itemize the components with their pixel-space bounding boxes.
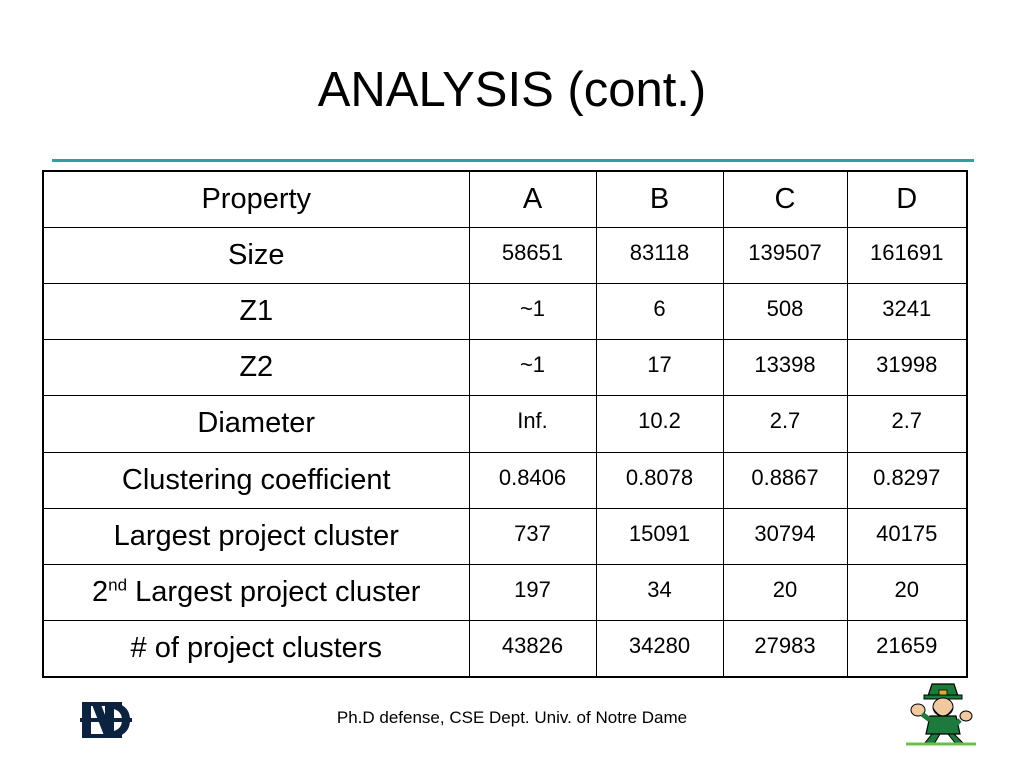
cell-value: 6: [596, 283, 723, 339]
cell-value: 34: [596, 565, 723, 621]
cell-value: 43826: [469, 621, 596, 677]
cell-value: 161691: [847, 227, 967, 283]
cell-value: 0.8297: [847, 452, 967, 508]
cell-value: 0.8078: [596, 452, 723, 508]
slide-footer: Ph.D defense, CSE Dept. Univ. of Notre Dame: [336, 708, 688, 727]
row-label: Clustering coefficient: [43, 452, 469, 508]
table-row: [43, 396, 967, 452]
cell-value: 139507: [723, 227, 847, 283]
row-label: Z1: [43, 283, 469, 339]
cell-value: Inf.: [469, 396, 596, 452]
row-label-superscript: nd: [108, 575, 128, 595]
cell-value: 20: [723, 565, 847, 621]
cell-value: 197: [469, 565, 596, 621]
cell-value: 40175: [847, 508, 967, 564]
cell-value: 17: [596, 340, 723, 396]
cell-value: 0.8406: [469, 452, 596, 508]
cell-value: 31998: [847, 340, 967, 396]
cell-value: 2.7: [723, 396, 847, 452]
cell-value: ~1: [469, 340, 596, 396]
cell-value: 83118: [596, 227, 723, 283]
cell-value: 737: [469, 508, 596, 564]
cell-value: 2.7: [847, 396, 967, 452]
cell-value: 27983: [723, 621, 847, 677]
row-label: Size: [43, 227, 469, 283]
row-label-prefix: 2: [92, 576, 109, 609]
table-row: [43, 508, 967, 564]
cell-value: 21659: [847, 621, 967, 677]
row-label: Largest project cluster: [43, 508, 469, 564]
cell-value: 13398: [723, 340, 847, 396]
row-label-suffix: Largest project cluster: [127, 576, 421, 609]
analysis-table: [42, 170, 968, 678]
row-label: [43, 565, 469, 621]
table-row: [43, 283, 967, 339]
header-a: A: [469, 171, 596, 227]
table-row: [43, 621, 967, 677]
row-label: Diameter: [43, 396, 469, 452]
table-row: [43, 227, 967, 283]
cell-value: 20: [847, 565, 967, 621]
cell-value: 3241: [847, 283, 967, 339]
cell-value: 508: [723, 283, 847, 339]
header-c: C: [723, 171, 847, 227]
header-b: B: [596, 171, 723, 227]
table-row: [43, 565, 967, 621]
row-label: # of project clusters: [43, 621, 469, 677]
cell-value: 34280: [596, 621, 723, 677]
row-label: Z2: [43, 340, 469, 396]
cell-value: 15091: [596, 508, 723, 564]
cell-value: 30794: [723, 508, 847, 564]
table-row: [43, 340, 967, 396]
header-d: D: [847, 171, 967, 227]
header-property: Property: [43, 171, 469, 227]
slide-title: ANALYSIS (cont.): [317, 63, 707, 117]
cell-value: 58651: [469, 227, 596, 283]
table-header-row: [43, 171, 967, 227]
table-row: [43, 452, 967, 508]
cell-value: ~1: [469, 283, 596, 339]
title-divider: [52, 159, 974, 162]
cell-value: 0.8867: [723, 452, 847, 508]
cell-value: 10.2: [596, 396, 723, 452]
